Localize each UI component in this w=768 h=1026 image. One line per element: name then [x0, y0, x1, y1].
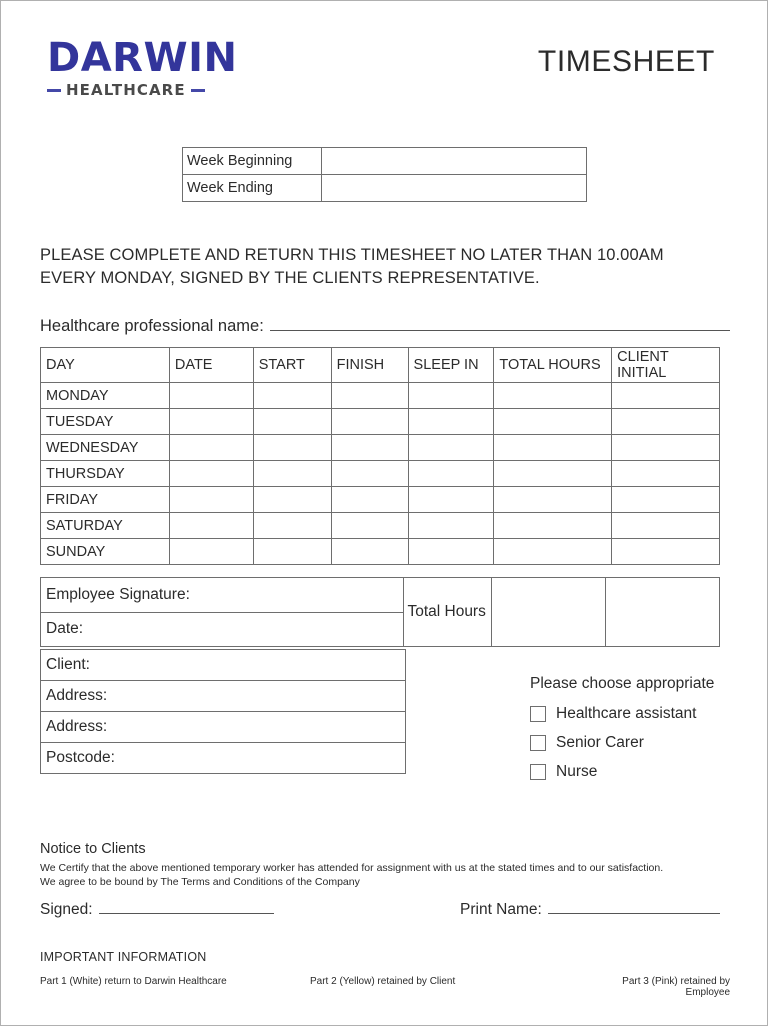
role-option-label: Senior Carer: [556, 734, 644, 751]
cell-start[interactable]: [253, 487, 331, 513]
signature-date-row[interactable]: [41, 613, 403, 647]
cell-sleep-in[interactable]: [408, 539, 494, 565]
cell-client-initial[interactable]: [612, 487, 720, 513]
role-selection-title: Please choose appropriate: [530, 675, 715, 692]
role-option-nurse[interactable]: [530, 763, 750, 781]
cell-client-initial[interactable]: [612, 409, 720, 435]
cell-date[interactable]: [169, 383, 253, 409]
table-row: [41, 681, 406, 712]
cell-sleep-in[interactable]: [408, 409, 494, 435]
table-row: [183, 175, 587, 202]
logo-primary-text: DARWIN: [47, 35, 238, 81]
footer-part-1: Part 1 (White) return to Darwin Healthcare: [40, 976, 227, 987]
cell-total-hours[interactable]: [494, 513, 612, 539]
print-name-field[interactable]: [548, 901, 720, 914]
footer: [40, 950, 730, 998]
table-row: [41, 461, 720, 487]
employee-signature-row[interactable]: [41, 578, 403, 613]
cell-day: TUESDAY: [41, 409, 170, 435]
cell-date[interactable]: [169, 539, 253, 565]
healthcare-professional-name-row: [40, 317, 730, 336]
healthcare-professional-name-label: Healthcare professional name:: [40, 317, 264, 335]
table-row: [41, 513, 720, 539]
column-header-total-hours: TOTAL HOURS: [494, 348, 612, 383]
footer-part-3: Part 3 (Pink) retained by Employee: [622, 976, 730, 998]
cell-day: WEDNESDAY: [41, 435, 170, 461]
cell-total-hours[interactable]: [494, 383, 612, 409]
total-hours-label: Total Hours: [404, 577, 492, 647]
cell-finish[interactable]: [331, 409, 408, 435]
logo-dash-left-icon: [47, 89, 61, 92]
signature-total-band: [40, 577, 720, 647]
cell-start[interactable]: [253, 435, 331, 461]
checkbox-icon[interactable]: [530, 706, 546, 722]
table-row: [41, 743, 406, 774]
column-header-date: DATE: [169, 348, 253, 383]
cell-sleep-in[interactable]: [408, 513, 494, 539]
signature-date-group: [40, 577, 404, 647]
client-details-table: [40, 649, 406, 774]
print-name-group: [350, 901, 720, 919]
table-row: [41, 650, 406, 681]
table-row: [41, 712, 406, 743]
signature-date-label: Date:: [46, 620, 84, 638]
week-beginning-label: Week Beginning: [183, 148, 322, 175]
cell-start[interactable]: [253, 461, 331, 487]
page-title: TIMESHEET: [537, 45, 715, 78]
cell-finish[interactable]: [331, 539, 408, 565]
notice-line-1: We Certify that the above mentioned temporary worker has attended for assignment with us at the stated times and to our satisfaction.: [40, 862, 664, 874]
cell-start[interactable]: [253, 539, 331, 565]
total-hours-field[interactable]: [492, 577, 606, 647]
cell-client-initial[interactable]: [612, 435, 720, 461]
cell-finish[interactable]: [331, 487, 408, 513]
table-header-row: [41, 348, 720, 383]
week-ending-field[interactable]: [322, 175, 587, 202]
cell-sleep-in[interactable]: [408, 487, 494, 513]
cell-sleep-in[interactable]: [408, 461, 494, 487]
role-option-senior-carer[interactable]: [530, 734, 750, 752]
notice-title: Notice to Clients: [40, 841, 146, 857]
cell-sleep-in[interactable]: [408, 435, 494, 461]
cell-client-initial[interactable]: [612, 383, 720, 409]
cell-date[interactable]: [169, 461, 253, 487]
cell-client-initial[interactable]: [612, 513, 720, 539]
cell-day: SUNDAY: [41, 539, 170, 565]
logo-dash-right-icon: [191, 89, 205, 92]
signed-field[interactable]: [99, 901, 274, 914]
cell-date[interactable]: [169, 435, 253, 461]
week-ending-label: Week Ending: [183, 175, 322, 202]
healthcare-professional-name-field[interactable]: [270, 318, 730, 331]
cell-total-hours[interactable]: [494, 461, 612, 487]
cell-finish[interactable]: [331, 435, 408, 461]
logo-secondary-text: HEALTHCARE: [66, 81, 186, 99]
table-row: [183, 148, 587, 175]
cell-start[interactable]: [253, 409, 331, 435]
notice-line-2: We agree to be bound by The Terms and Conditions of the Company: [40, 876, 360, 888]
cell-day: SATURDAY: [41, 513, 170, 539]
cell-day: FRIDAY: [41, 487, 170, 513]
footer-parts: [40, 976, 730, 998]
column-header-start: START: [253, 348, 331, 383]
cell-finish[interactable]: [331, 383, 408, 409]
signoff-row: [40, 901, 720, 919]
timesheet-table: [40, 347, 720, 565]
week-range-table: [182, 147, 587, 202]
table-row: [41, 435, 720, 461]
cell-day: MONDAY: [41, 383, 170, 409]
cell-date[interactable]: [169, 409, 253, 435]
client-postcode-label: Postcode:: [46, 749, 115, 766]
table-row: [41, 539, 720, 565]
client-address2-label: Address:: [46, 718, 108, 735]
signed-label: Signed:: [40, 901, 93, 918]
instruction-text: PLEASE COMPLETE AND RETURN THIS TIMESHEET NO LATER THAN 10.00AM EVERY MONDAY, SIGNED BY THE CLIENTS REPRESENTATIVE.: [40, 246, 664, 287]
cell-sleep-in[interactable]: [408, 383, 494, 409]
client-address1-label: Address:: [46, 687, 108, 704]
footer-part-2: Part 2 (Yellow) retained by Client: [310, 976, 456, 987]
role-option-healthcare-assistant[interactable]: [530, 705, 750, 723]
checkbox-icon[interactable]: [530, 764, 546, 780]
column-header-client-initial: CLIENT INITIAL: [612, 348, 720, 383]
cell-start[interactable]: [253, 513, 331, 539]
notice-to-clients: [40, 841, 730, 889]
cell-start[interactable]: [253, 383, 331, 409]
column-header-sleep-in: SLEEP IN: [408, 348, 494, 383]
cell-total-hours[interactable]: [494, 409, 612, 435]
role-option-label: Healthcare assistant: [556, 705, 697, 722]
cell-day: THURSDAY: [41, 461, 170, 487]
cell-client-initial[interactable]: [612, 539, 720, 565]
company-logo: [47, 37, 347, 99]
table-row: [41, 383, 720, 409]
week-beginning-field[interactable]: [322, 148, 587, 175]
cell-client-initial[interactable]: [612, 461, 720, 487]
client-address2-field[interactable]: [41, 712, 406, 743]
cell-finish[interactable]: [331, 461, 408, 487]
cell-total-hours[interactable]: [494, 435, 612, 461]
signed-group: [40, 901, 350, 919]
role-selection-group: [530, 675, 750, 792]
client-postcode-field[interactable]: [41, 743, 406, 774]
logo-secondary-row: [47, 81, 223, 99]
cell-date[interactable]: [169, 487, 253, 513]
print-name-label: Print Name:: [460, 901, 542, 918]
employee-signature-label: Employee Signature:: [46, 585, 190, 603]
role-option-label: Nurse: [556, 763, 598, 780]
footer-title: IMPORTANT INFORMATION: [40, 950, 207, 964]
client-name-label: Client:: [46, 656, 90, 673]
cell-total-hours[interactable]: [494, 487, 612, 513]
client-address1-field[interactable]: [41, 681, 406, 712]
client-name-field[interactable]: [41, 650, 406, 681]
total-hours-extra-field[interactable]: [606, 577, 720, 647]
column-header-finish: FINISH: [331, 348, 408, 383]
checkbox-icon[interactable]: [530, 735, 546, 751]
cell-total-hours[interactable]: [494, 539, 612, 565]
column-header-day: DAY: [41, 348, 170, 383]
cell-finish[interactable]: [331, 513, 408, 539]
cell-date[interactable]: [169, 513, 253, 539]
table-row: [41, 487, 720, 513]
table-row: [41, 409, 720, 435]
